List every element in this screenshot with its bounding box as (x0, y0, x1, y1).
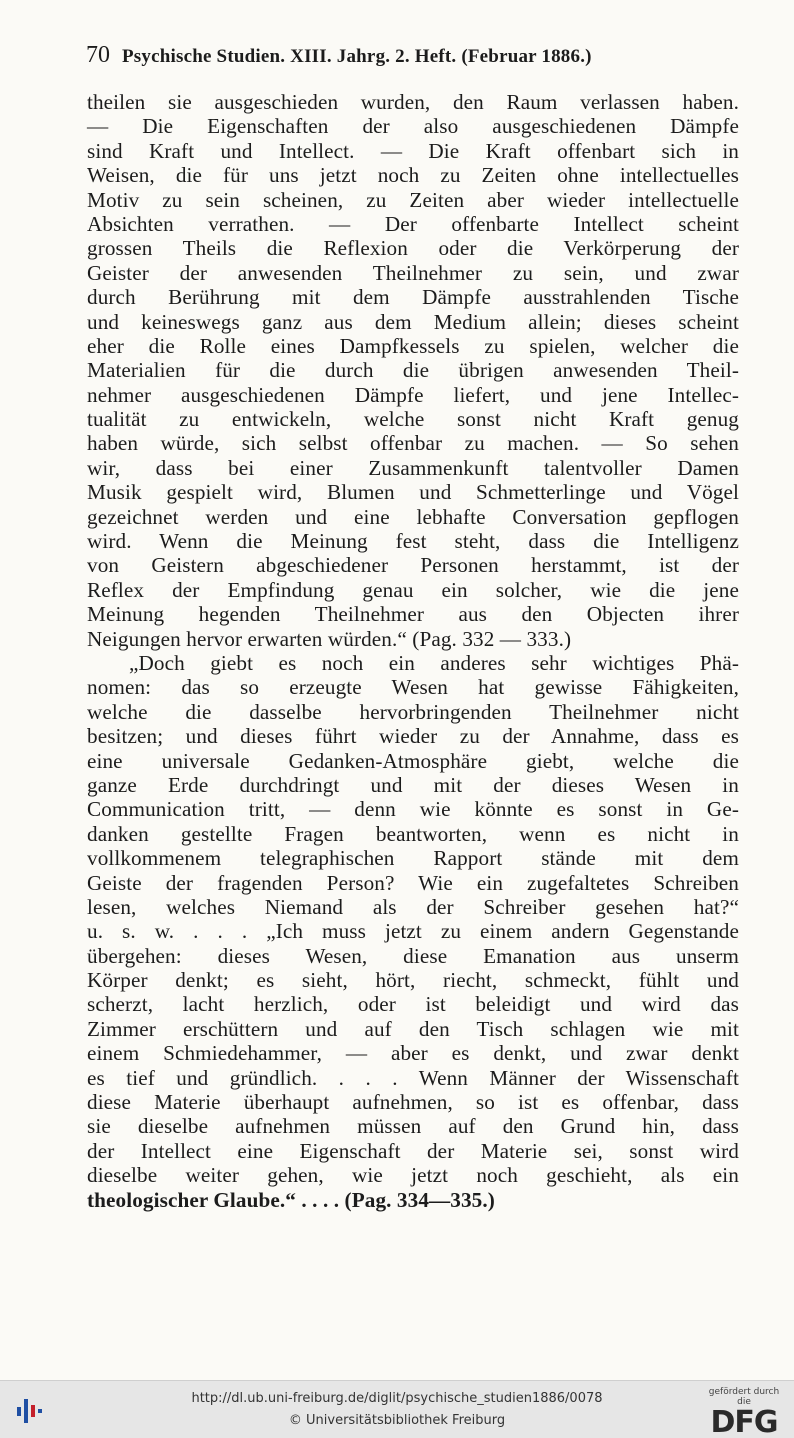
text-line: eher die Rolle eines Dampfkessels zu spielen, welcher die (87, 333, 739, 358)
text-line: diese Materie überhaupt aufnehmen, so ist es offenbar, dass (87, 1090, 739, 1115)
text-line: Materialien für die durch die übrigen anwesenden Theil- (87, 358, 739, 383)
text-line: haben würde, sich selbst offenbar zu machen. — So sehen (87, 431, 739, 456)
text-line: u. s. w. . . . „Ich muss jetzt zu einem andern Gegenstande (87, 919, 739, 944)
text-line: welche die dasselbe hervorbringenden Theilnehmer nicht (87, 699, 739, 724)
text-line: lesen, welches Niemand als der Schreiber gesehen hat?“ (87, 894, 739, 919)
text-line: „Doch giebt es noch ein anderes sehr wichtiges Phä- (129, 650, 739, 675)
text-line: sie dieselbe aufnehmen müssen auf den Grund hin, dass (87, 1114, 739, 1139)
text-line: scherzt, lacht herzlich, oder ist beleidigt und wird das (87, 992, 739, 1017)
viewer-footer (0, 1380, 794, 1438)
running-title: Psychische Studien. XIII. Jahrg. 2. Heft. (Februar 1886.) (122, 46, 592, 67)
text-line: Meinung hegenden Theilnehmer aus den Objecten ihrer (87, 602, 739, 627)
text-line: und keineswegs ganz aus dem Medium allein; dieses scheint (87, 309, 739, 334)
text-line: nomen: das so erzeugte Wesen hat gewisse Fähigkeiten, (87, 675, 739, 700)
text-line: Neigungen hervor erwarten würden.“ (Pag. 332 — 333.) (87, 626, 572, 651)
text-line: Motiv zu sein scheinen, zu Zeiten aber wieder intellectuelle (87, 187, 739, 212)
running-header (86, 42, 746, 74)
text-line: Zimmer erschüttern und auf den Tisch schlagen wie mit (87, 1016, 739, 1041)
text-line: der Intellect eine Eigenschaft der Materie sei, sonst wird (87, 1138, 739, 1163)
text-line: Körper denkt; es sieht, hört, riecht, schmeckt, fühlt und (87, 968, 739, 993)
text-line: tualität zu entwickeln, welche sonst nicht Kraft genug (87, 407, 739, 432)
text-line: theologischer Glaube.“ . . . . (Pag. 334—335.) (87, 1187, 495, 1212)
text-line: wir, dass bei einer Zusammenkunft talentvoller Damen (87, 455, 739, 480)
text-line: theilen sie ausgeschieden wurden, den Raum verlassen haben. (87, 90, 739, 114)
text-line: es tief und gründlich. . . . Wenn Männer der Wissenschaft (87, 1065, 739, 1090)
text-line: Absichten verrathen. — Der offenbarte Intellect scheint (87, 211, 739, 236)
text-line: vollkommenem telegraphischen Rapport stände mit dem (87, 846, 739, 871)
text-line: Communication tritt, — denn wie könnte es sonst in Ge- (87, 797, 739, 822)
dfg-sponsor-logo[interactable] (702, 1387, 786, 1438)
text-line: von Geistern abgeschiedener Personen herstammt, ist der (87, 553, 739, 578)
text-line: gezeichnet werden und eine lebhafte Conversation gepflogen (87, 504, 739, 529)
sponsor-note: gefördert durch die (708, 1387, 780, 1407)
text-line: besitzen; und dieses führt wieder zu der Annahme, dass es (87, 724, 739, 749)
text-line: Geiste der fragenden Person? Wie ein zugefaltetes Schreiben (87, 870, 739, 895)
text-line: durch Berührung mit dem Dämpfe ausstrahlenden Tische (87, 285, 739, 310)
text-line: übergehen: dieses Wesen, diese Emanation aus unserm (87, 943, 739, 968)
text-line: eine universale Gedanken-Atmosphäre giebt, welche die (87, 748, 739, 773)
text-line: grossen Theils die Reflexion oder die Verkörperung der (87, 236, 739, 261)
copyright-notice: © Universitätsbibliothek Freiburg (288, 1413, 506, 1428)
text-line: sind Kraft und Intellect. — Die Kraft offenbart sich in (87, 138, 739, 163)
text-line: Reflex der Empfindung genau ein solcher, wie die jene (87, 577, 739, 602)
text-line: nehmer ausgeschiedenen Dämpfe liefert, und jene Intellec- (87, 382, 739, 407)
text-line: wird. Wenn die Meinung fest steht, dass die Intelligenz (87, 529, 739, 554)
text-line: danken gestellte Fragen beantworten, wenn es nicht in (87, 821, 739, 846)
text-line: — Die Eigenschaften der also ausgeschiedenen Dämpfe (87, 114, 739, 139)
body-text (87, 90, 739, 1212)
page-number: 70 (86, 42, 110, 68)
text-line: ganze Erde durchdringt und mit der dieses Wesen in (87, 772, 739, 797)
text-line: Weisen, die für uns jetzt noch zu Zeiten ohne intellectuelles (87, 163, 739, 188)
permalink-url[interactable]: http://dl.ub.uni-freiburg.de/diglit/psychische_studien1886/0078 (191, 1391, 603, 1406)
text-line: Musik gespielt wird, Blumen und Schmetterlinge und Vögel (87, 480, 739, 505)
text-line: einem Schmiedehammer, — aber es denkt, und zwar denkt (87, 1041, 739, 1066)
dfg-wordmark: DFG (710, 1405, 778, 1438)
text-line: dieselbe weiter gehen, wie jetzt noch geschieht, als ein (87, 1163, 739, 1188)
text-line: Geister der anwesenden Theilnehmer zu sein, und zwar (87, 260, 739, 285)
